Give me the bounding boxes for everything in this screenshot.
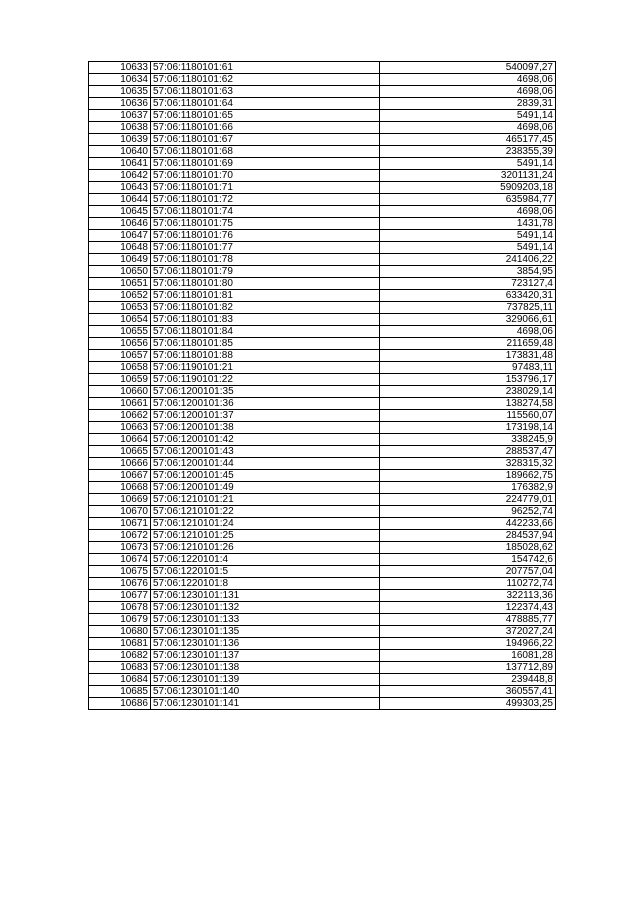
cadastral-number-cell: 57:06:1180101:64 bbox=[151, 98, 380, 110]
value-cell: 635984,77 bbox=[380, 194, 556, 206]
row-number-cell: 10640 bbox=[89, 146, 151, 158]
value-cell: 189662,75 bbox=[380, 470, 556, 482]
value-cell: 284537,94 bbox=[380, 530, 556, 542]
cadastral-number-cell: 57:06:1210101:22 bbox=[151, 506, 380, 518]
value-cell: 328315,32 bbox=[380, 458, 556, 470]
value-cell: 329066,61 bbox=[380, 314, 556, 326]
row-number-cell: 10657 bbox=[89, 350, 151, 362]
table-row bbox=[89, 578, 556, 590]
cadastral-number-cell: 57:06:1230101:133 bbox=[151, 614, 380, 626]
row-number-cell: 10684 bbox=[89, 674, 151, 686]
value-cell: 110272,74 bbox=[380, 578, 556, 590]
row-number-cell: 10671 bbox=[89, 518, 151, 530]
row-number-cell: 10654 bbox=[89, 314, 151, 326]
row-number-cell: 10659 bbox=[89, 374, 151, 386]
value-cell: 153796,17 bbox=[380, 374, 556, 386]
value-cell: 3201131,24 bbox=[380, 170, 556, 182]
cadastral-number-cell: 57:06:1200101:36 bbox=[151, 398, 380, 410]
value-cell: 97483,11 bbox=[380, 362, 556, 374]
value-cell: 478885,77 bbox=[380, 614, 556, 626]
table-row bbox=[89, 290, 556, 302]
table-body bbox=[89, 62, 556, 710]
row-number-cell: 10685 bbox=[89, 686, 151, 698]
cadastral-number-cell: 57:06:1180101:79 bbox=[151, 266, 380, 278]
cadastral-number-cell: 57:06:1230101:131 bbox=[151, 590, 380, 602]
value-cell: 723127,4 bbox=[380, 278, 556, 290]
table-row bbox=[89, 278, 556, 290]
cadastral-number-cell: 57:06:1180101:75 bbox=[151, 218, 380, 230]
value-cell: 138274,58 bbox=[380, 398, 556, 410]
row-number-cell: 10649 bbox=[89, 254, 151, 266]
value-cell: 207757,04 bbox=[380, 566, 556, 578]
row-number-cell: 10635 bbox=[89, 86, 151, 98]
value-cell: 238355,39 bbox=[380, 146, 556, 158]
row-number-cell: 10670 bbox=[89, 506, 151, 518]
row-number-cell: 10653 bbox=[89, 302, 151, 314]
row-number-cell: 10652 bbox=[89, 290, 151, 302]
table-row bbox=[89, 302, 556, 314]
cadastral-number-cell: 57:06:1200101:43 bbox=[151, 446, 380, 458]
cadastral-number-cell: 57:06:1200101:38 bbox=[151, 422, 380, 434]
row-number-cell: 10647 bbox=[89, 230, 151, 242]
table-row bbox=[89, 182, 556, 194]
cadastral-number-cell: 57:06:1180101:82 bbox=[151, 302, 380, 314]
cadastral-number-cell: 57:06:1200101:35 bbox=[151, 386, 380, 398]
value-cell: 4698,06 bbox=[380, 206, 556, 218]
table-row bbox=[89, 398, 556, 410]
cadastral-number-cell: 57:06:1230101:138 bbox=[151, 662, 380, 674]
table-row bbox=[89, 650, 556, 662]
cadastral-number-cell: 57:06:1200101:42 bbox=[151, 434, 380, 446]
cadastral-number-cell: 57:06:1230101:136 bbox=[151, 638, 380, 650]
cadastral-number-cell: 57:06:1180101:81 bbox=[151, 290, 380, 302]
table-row bbox=[89, 662, 556, 674]
value-cell: 338245,9 bbox=[380, 434, 556, 446]
table-row bbox=[89, 98, 556, 110]
row-number-cell: 10648 bbox=[89, 242, 151, 254]
row-number-cell: 10672 bbox=[89, 530, 151, 542]
cadastral-number-cell: 57:06:1230101:140 bbox=[151, 686, 380, 698]
value-cell: 239448,8 bbox=[380, 674, 556, 686]
table-row bbox=[89, 350, 556, 362]
row-number-cell: 10645 bbox=[89, 206, 151, 218]
row-number-cell: 10662 bbox=[89, 410, 151, 422]
cadastral-number-cell: 57:06:1180101:65 bbox=[151, 110, 380, 122]
value-cell: 288537,47 bbox=[380, 446, 556, 458]
table-row bbox=[89, 698, 556, 710]
table-row bbox=[89, 338, 556, 350]
cadastral-number-cell: 57:06:1180101:69 bbox=[151, 158, 380, 170]
row-number-cell: 10660 bbox=[89, 386, 151, 398]
row-number-cell: 10651 bbox=[89, 278, 151, 290]
value-cell: 154742,6 bbox=[380, 554, 556, 566]
value-cell: 4698,06 bbox=[380, 122, 556, 134]
row-number-cell: 10681 bbox=[89, 638, 151, 650]
cadastral-number-cell: 57:06:1180101:78 bbox=[151, 254, 380, 266]
table-row bbox=[89, 266, 556, 278]
value-cell: 4698,06 bbox=[380, 74, 556, 86]
table-row bbox=[89, 446, 556, 458]
row-number-cell: 10669 bbox=[89, 494, 151, 506]
row-number-cell: 10674 bbox=[89, 554, 151, 566]
cadastral-number-cell: 57:06:1180101:85 bbox=[151, 338, 380, 350]
value-cell: 465177,45 bbox=[380, 134, 556, 146]
value-cell: 322113,36 bbox=[380, 590, 556, 602]
value-cell: 5491,14 bbox=[380, 110, 556, 122]
table-row bbox=[89, 362, 556, 374]
row-number-cell: 10677 bbox=[89, 590, 151, 602]
value-cell: 185028,62 bbox=[380, 542, 556, 554]
cadastral-number-cell: 57:06:1220101:5 bbox=[151, 566, 380, 578]
row-number-cell: 10664 bbox=[89, 434, 151, 446]
table-row bbox=[89, 494, 556, 506]
table-row bbox=[89, 434, 556, 446]
cadastral-number-cell: 57:06:1180101:88 bbox=[151, 350, 380, 362]
table-row bbox=[89, 254, 556, 266]
value-cell: 540097,27 bbox=[380, 62, 556, 74]
cadastral-number-cell: 57:06:1180101:83 bbox=[151, 314, 380, 326]
cadastral-number-cell: 57:06:1200101:37 bbox=[151, 410, 380, 422]
row-number-cell: 10682 bbox=[89, 650, 151, 662]
value-cell: 115560,07 bbox=[380, 410, 556, 422]
value-cell: 372027,24 bbox=[380, 626, 556, 638]
table-row bbox=[89, 542, 556, 554]
table-row bbox=[89, 422, 556, 434]
cadastral-value-table bbox=[88, 61, 556, 710]
value-cell: 176382,9 bbox=[380, 482, 556, 494]
row-number-cell: 10668 bbox=[89, 482, 151, 494]
cadastral-number-cell: 57:06:1180101:62 bbox=[151, 74, 380, 86]
table-row bbox=[89, 458, 556, 470]
cadastral-number-cell: 57:06:1180101:80 bbox=[151, 278, 380, 290]
cadastral-number-cell: 57:06:1180101:70 bbox=[151, 170, 380, 182]
value-cell: 16081,28 bbox=[380, 650, 556, 662]
table-row bbox=[89, 242, 556, 254]
table-row bbox=[89, 518, 556, 530]
table-row bbox=[89, 314, 556, 326]
cadastral-number-cell: 57:06:1180101:84 bbox=[151, 326, 380, 338]
cadastral-number-cell: 57:06:1200101:44 bbox=[151, 458, 380, 470]
row-number-cell: 10644 bbox=[89, 194, 151, 206]
value-cell: 137712,89 bbox=[380, 662, 556, 674]
value-cell: 633420,31 bbox=[380, 290, 556, 302]
row-number-cell: 10637 bbox=[89, 110, 151, 122]
row-number-cell: 10634 bbox=[89, 74, 151, 86]
table-row bbox=[89, 74, 556, 86]
table-row bbox=[89, 674, 556, 686]
row-number-cell: 10661 bbox=[89, 398, 151, 410]
value-cell: 5491,14 bbox=[380, 158, 556, 170]
table-row bbox=[89, 206, 556, 218]
row-number-cell: 10655 bbox=[89, 326, 151, 338]
table-row bbox=[89, 230, 556, 242]
cadastral-number-cell: 57:06:1200101:49 bbox=[151, 482, 380, 494]
value-cell: 499303,25 bbox=[380, 698, 556, 710]
cadastral-number-cell: 57:06:1190101:22 bbox=[151, 374, 380, 386]
cadastral-number-cell: 57:06:1220101:8 bbox=[151, 578, 380, 590]
table-row bbox=[89, 134, 556, 146]
cadastral-number-cell: 57:06:1180101:67 bbox=[151, 134, 380, 146]
cadastral-number-cell: 57:06:1210101:21 bbox=[151, 494, 380, 506]
table-row bbox=[89, 686, 556, 698]
table-row bbox=[89, 470, 556, 482]
row-number-cell: 10680 bbox=[89, 626, 151, 638]
value-cell: 238029,14 bbox=[380, 386, 556, 398]
table-row bbox=[89, 374, 556, 386]
cadastral-number-cell: 57:06:1210101:26 bbox=[151, 542, 380, 554]
table-row bbox=[89, 530, 556, 542]
row-number-cell: 10658 bbox=[89, 362, 151, 374]
table-row bbox=[89, 110, 556, 122]
value-cell: 360557,41 bbox=[380, 686, 556, 698]
value-cell: 4698,06 bbox=[380, 326, 556, 338]
value-cell: 737825,11 bbox=[380, 302, 556, 314]
row-number-cell: 10638 bbox=[89, 122, 151, 134]
table-row bbox=[89, 326, 556, 338]
row-number-cell: 10642 bbox=[89, 170, 151, 182]
row-number-cell: 10665 bbox=[89, 446, 151, 458]
value-cell: 241406,22 bbox=[380, 254, 556, 266]
cadastral-number-cell: 57:06:1220101:4 bbox=[151, 554, 380, 566]
table-row bbox=[89, 638, 556, 650]
row-number-cell: 10643 bbox=[89, 182, 151, 194]
row-number-cell: 10639 bbox=[89, 134, 151, 146]
table-row bbox=[89, 590, 556, 602]
cadastral-number-cell: 57:06:1230101:141 bbox=[151, 698, 380, 710]
table-row bbox=[89, 554, 556, 566]
value-cell: 211659,48 bbox=[380, 338, 556, 350]
row-number-cell: 10666 bbox=[89, 458, 151, 470]
cadastral-number-cell: 57:06:1180101:71 bbox=[151, 182, 380, 194]
table-row bbox=[89, 122, 556, 134]
table-row bbox=[89, 386, 556, 398]
value-cell: 1431,78 bbox=[380, 218, 556, 230]
value-cell: 224779,01 bbox=[380, 494, 556, 506]
value-cell: 173198,14 bbox=[380, 422, 556, 434]
table-row bbox=[89, 194, 556, 206]
cadastral-number-cell: 57:06:1200101:45 bbox=[151, 470, 380, 482]
table-row bbox=[89, 218, 556, 230]
table-row bbox=[89, 602, 556, 614]
table-row bbox=[89, 566, 556, 578]
row-number-cell: 10641 bbox=[89, 158, 151, 170]
cadastral-number-cell: 57:06:1180101:77 bbox=[151, 242, 380, 254]
cadastral-number-cell: 57:06:1180101:66 bbox=[151, 122, 380, 134]
row-number-cell: 10678 bbox=[89, 602, 151, 614]
row-number-cell: 10636 bbox=[89, 98, 151, 110]
cadastral-number-cell: 57:06:1180101:68 bbox=[151, 146, 380, 158]
cadastral-number-cell: 57:06:1180101:63 bbox=[151, 86, 380, 98]
value-cell: 3854,95 bbox=[380, 266, 556, 278]
cadastral-number-cell: 57:06:1180101:72 bbox=[151, 194, 380, 206]
value-cell: 4698,06 bbox=[380, 86, 556, 98]
table-row bbox=[89, 62, 556, 74]
table-row bbox=[89, 482, 556, 494]
value-cell: 194966,22 bbox=[380, 638, 556, 650]
cadastral-number-cell: 57:06:1180101:76 bbox=[151, 230, 380, 242]
row-number-cell: 10633 bbox=[89, 62, 151, 74]
value-cell: 5909203,18 bbox=[380, 182, 556, 194]
row-number-cell: 10663 bbox=[89, 422, 151, 434]
cadastral-number-cell: 57:06:1230101:137 bbox=[151, 650, 380, 662]
row-number-cell: 10673 bbox=[89, 542, 151, 554]
value-cell: 122374,43 bbox=[380, 602, 556, 614]
cadastral-number-cell: 57:06:1180101:61 bbox=[151, 62, 380, 74]
value-cell: 2839,31 bbox=[380, 98, 556, 110]
row-number-cell: 10646 bbox=[89, 218, 151, 230]
row-number-cell: 10679 bbox=[89, 614, 151, 626]
row-number-cell: 10683 bbox=[89, 662, 151, 674]
row-number-cell: 10650 bbox=[89, 266, 151, 278]
cadastral-number-cell: 57:06:1230101:135 bbox=[151, 626, 380, 638]
table-row bbox=[89, 158, 556, 170]
table-row bbox=[89, 146, 556, 158]
row-number-cell: 10686 bbox=[89, 698, 151, 710]
cadastral-number-cell: 57:06:1210101:24 bbox=[151, 518, 380, 530]
value-cell: 5491,14 bbox=[380, 242, 556, 254]
cadastral-number-cell: 57:06:1210101:25 bbox=[151, 530, 380, 542]
table-row bbox=[89, 410, 556, 422]
cadastral-number-cell: 57:06:1180101:74 bbox=[151, 206, 380, 218]
cadastral-number-cell: 57:06:1190101:21 bbox=[151, 362, 380, 374]
value-cell: 5491,14 bbox=[380, 230, 556, 242]
table-row bbox=[89, 170, 556, 182]
value-cell: 442233,66 bbox=[380, 518, 556, 530]
row-number-cell: 10676 bbox=[89, 578, 151, 590]
table-row bbox=[89, 86, 556, 98]
cadastral-number-cell: 57:06:1230101:132 bbox=[151, 602, 380, 614]
row-number-cell: 10656 bbox=[89, 338, 151, 350]
value-cell: 173831,48 bbox=[380, 350, 556, 362]
table-row bbox=[89, 506, 556, 518]
cadastral-number-cell: 57:06:1230101:139 bbox=[151, 674, 380, 686]
value-cell: 96252,74 bbox=[380, 506, 556, 518]
table-row bbox=[89, 626, 556, 638]
row-number-cell: 10675 bbox=[89, 566, 151, 578]
table-row bbox=[89, 614, 556, 626]
row-number-cell: 10667 bbox=[89, 470, 151, 482]
